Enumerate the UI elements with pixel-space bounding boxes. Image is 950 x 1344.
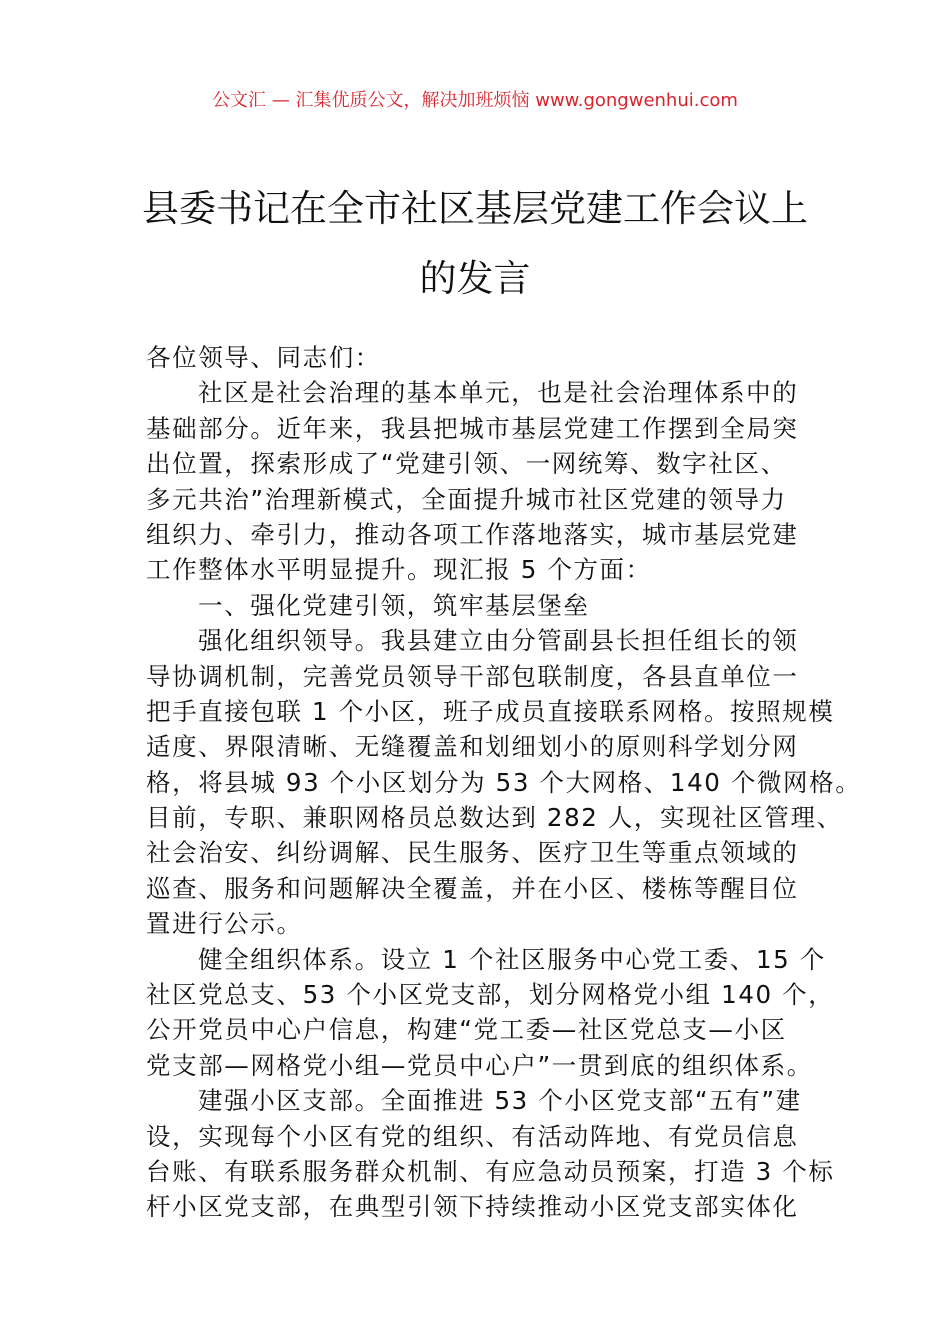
paragraph-line: 目前，专职、兼职网格员总数达到 282 人，实现社区管理、: [146, 803, 843, 833]
paragraph-line: 把手直接包联 1 个小区，班子成员直接联系网格。按照规模: [146, 696, 835, 726]
paragraph-line: 社区是社会治理的基本单元，也是社会治理体系中的: [198, 378, 799, 408]
paragraph-line: 台账、有联系服务群众机制、有应急动员预案，打造 3 个标: [146, 1156, 835, 1186]
paragraph-line: 设，实现每个小区有党的组织、有活动阵地、有党员信息: [146, 1121, 799, 1151]
paragraph-line: 适度、界限清晰、无缝覆盖和划细划小的原则科学划分网: [146, 732, 799, 762]
paragraph-line: 社区党总支、53 个小区党支部，划分网格党小组 140 个，: [146, 980, 835, 1010]
paragraph-line: 杆小区党支部，在典型引领下持续推动小区党支部实体化: [146, 1192, 799, 1222]
paragraph-line: 出位置，探索形成了“党建引领、一网统筹、数字社区、: [146, 449, 787, 479]
paragraph-line: 公开党员中心户信息，构建“党工委—社区党总支—小区: [146, 1015, 787, 1045]
section-heading: 一、强化党建引领，筑牢基层堡垒: [198, 590, 590, 620]
document-title-line-1: 县委书记在全市社区基层党建工作会议上: [142, 187, 808, 230]
paragraph-line: 多元共治”治理新模式，全面提升城市社区党建的领导力: [146, 484, 787, 514]
paragraph-line: 建强小区支部。全面推进 53 个小区党支部“五有”建: [198, 1086, 802, 1116]
paragraph-line: 巡查、服务和问题解决全覆盖，并在小区、楼栋等醒目位: [146, 873, 799, 903]
paragraph-line: 强化组织领导。我县建立由分管副县长担任组长的领: [198, 626, 799, 656]
paragraph-line: 导协调机制，完善党员领导干部包联制度，各县直单位一: [146, 661, 799, 691]
watermark-header: 公文汇 — 汇集优质公文，解决加班烦恼 www.gongwenhui.com: [212, 90, 738, 111]
paragraph-line: 基础部分。近年来，我县把城市基层党建工作摆到全局突: [146, 413, 799, 443]
paragraph-line: 格，将县城 93 个小区划分为 53 个大网格、140 个微网格。: [146, 767, 862, 797]
paragraph-line: 社会治安、纠纷调解、民生服务、医疗卫生等重点领域的: [146, 838, 799, 868]
document-title-line-2: 的发言: [419, 257, 531, 300]
salutation: 各位领导、同志们：: [146, 343, 381, 372]
paragraph-line: 置进行公示。: [146, 909, 303, 939]
paragraph-line: 党支部—网格党小组—党员中心户”一贯到底的组织体系。: [146, 1050, 813, 1080]
document-body: [146, 340, 862, 1225]
paragraph-line: 组织力、牵引力，推动各项工作落地落实，城市基层党建: [146, 519, 799, 549]
paragraph-line: 工作整体水平明显提升。现汇报 5 个方面：: [146, 555, 652, 585]
paragraph-line: 健全组织体系。设立 1 个社区服务中心党工委、15 个: [198, 944, 826, 974]
